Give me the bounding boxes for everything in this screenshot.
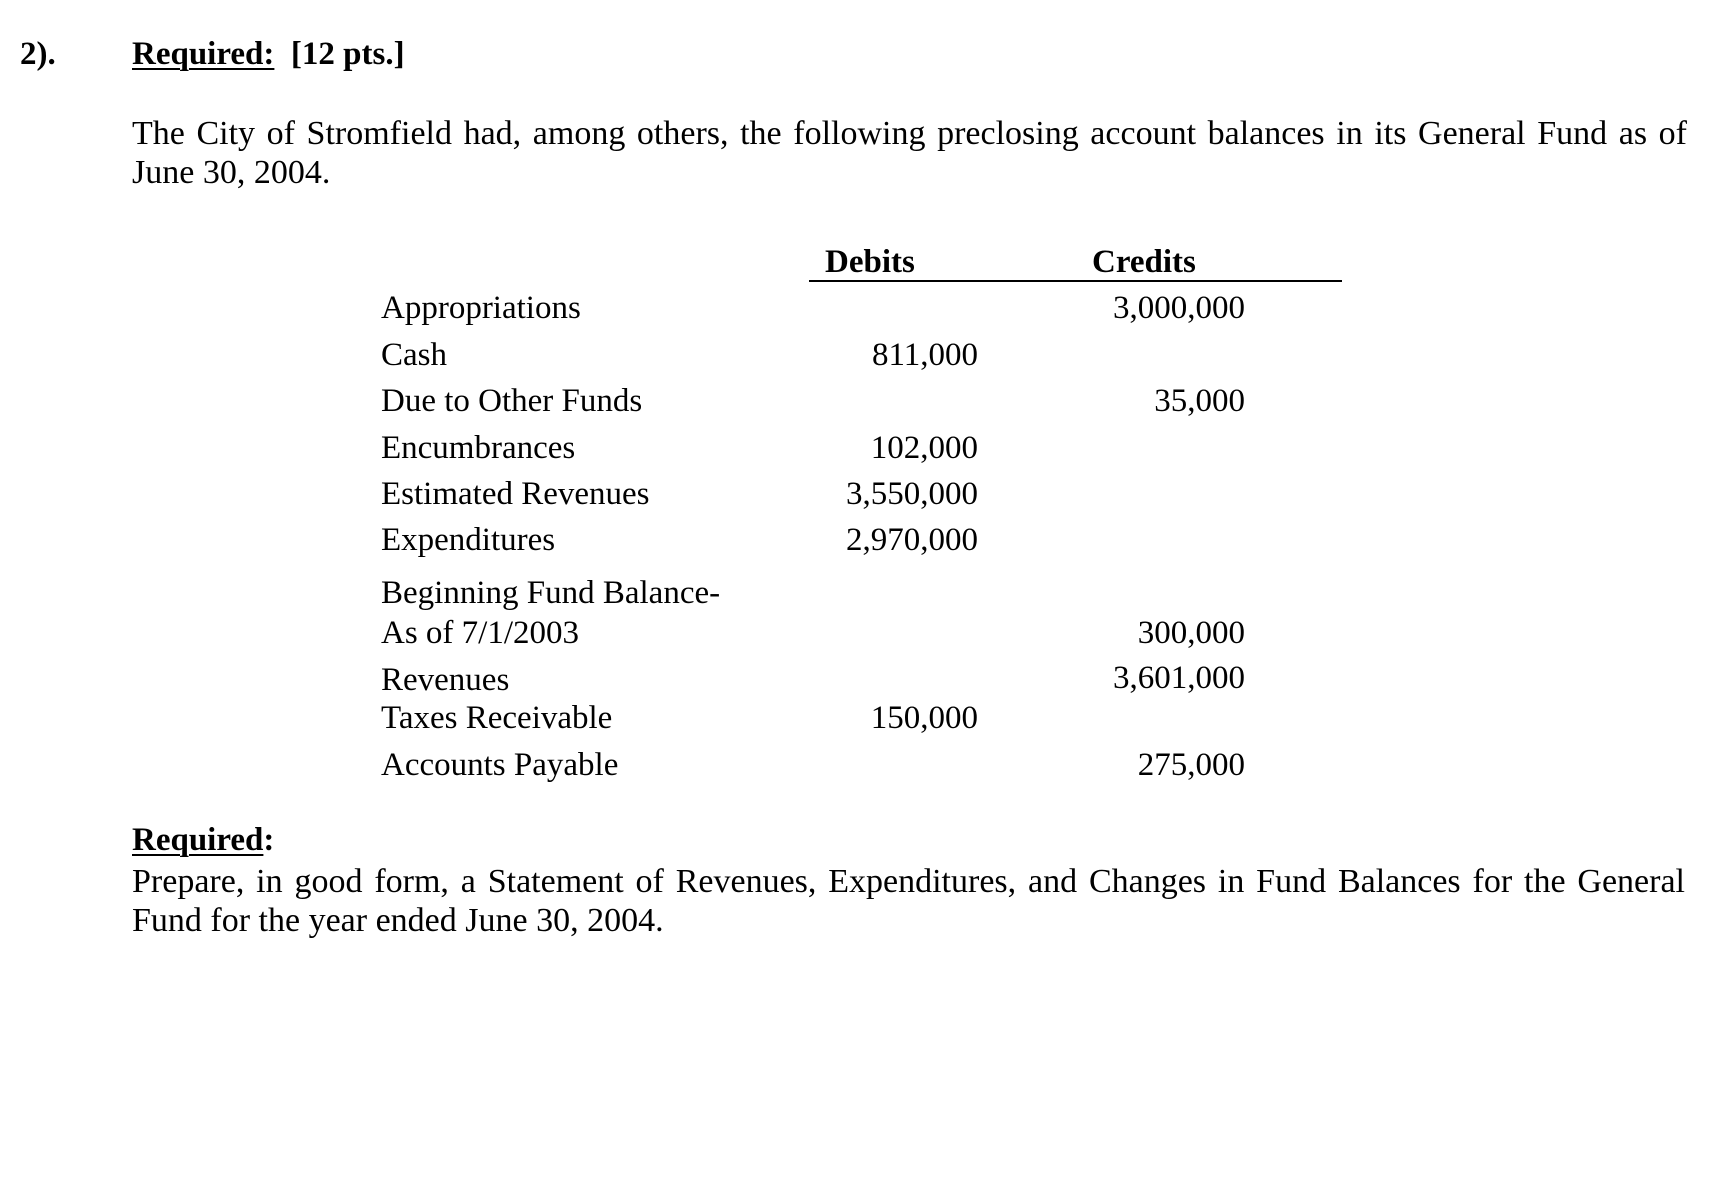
question-number: 2). xyxy=(20,36,56,72)
required-label: Required: xyxy=(132,36,275,72)
account-name: Accounts Payable xyxy=(381,747,619,783)
credit-amount: 3,601,000 xyxy=(1113,660,1245,696)
account-name: Estimated Revenues xyxy=(381,476,650,512)
debit-amount: 150,000 xyxy=(870,700,978,736)
account-name: Taxes Receivable xyxy=(381,700,613,736)
account-name: Cash xyxy=(381,337,447,373)
credit-amount: 300,000 xyxy=(1137,615,1245,651)
credits-header: Credits xyxy=(1092,244,1196,280)
debit-amount: 102,000 xyxy=(870,430,978,466)
credit-amount: 275,000 xyxy=(1137,747,1245,783)
account-name: Appropriations xyxy=(381,290,581,326)
account-name: Beginning Fund Balance- xyxy=(381,575,721,611)
required-heading-colon: : xyxy=(263,822,275,858)
account-name: Encumbrances xyxy=(381,430,576,466)
required-instructions: Prepare, in good form, a Statement of Revenues, Expenditures, and Changes in Fund Balances for the General Fund for the year ended June 30, 2004. xyxy=(132,863,1685,939)
header-rule xyxy=(809,280,1342,282)
debit-amount: 3,550,000 xyxy=(846,476,978,512)
account-name: Due to Other Funds xyxy=(381,383,643,419)
required-heading xyxy=(132,822,274,859)
debit-amount: 2,970,000 xyxy=(846,522,978,558)
debit-amount: 811,000 xyxy=(871,337,978,373)
intro-paragraph: The City of Stromfield had, among others, the following preclosing account balances in its General Fund as of June 30, 2004. xyxy=(132,115,1687,191)
debits-header: Debits xyxy=(825,244,915,280)
account-name-continued: As of 7/1/2003 xyxy=(381,615,579,651)
points-label: [12 pts.] xyxy=(290,36,405,72)
credit-amount: 3,000,000 xyxy=(1113,290,1245,326)
required-heading-label: Required xyxy=(132,822,264,858)
question-heading xyxy=(132,36,405,73)
account-name: Revenues xyxy=(381,662,510,698)
credit-amount: 35,000 xyxy=(1154,383,1245,419)
account-name: Expenditures xyxy=(381,522,556,558)
